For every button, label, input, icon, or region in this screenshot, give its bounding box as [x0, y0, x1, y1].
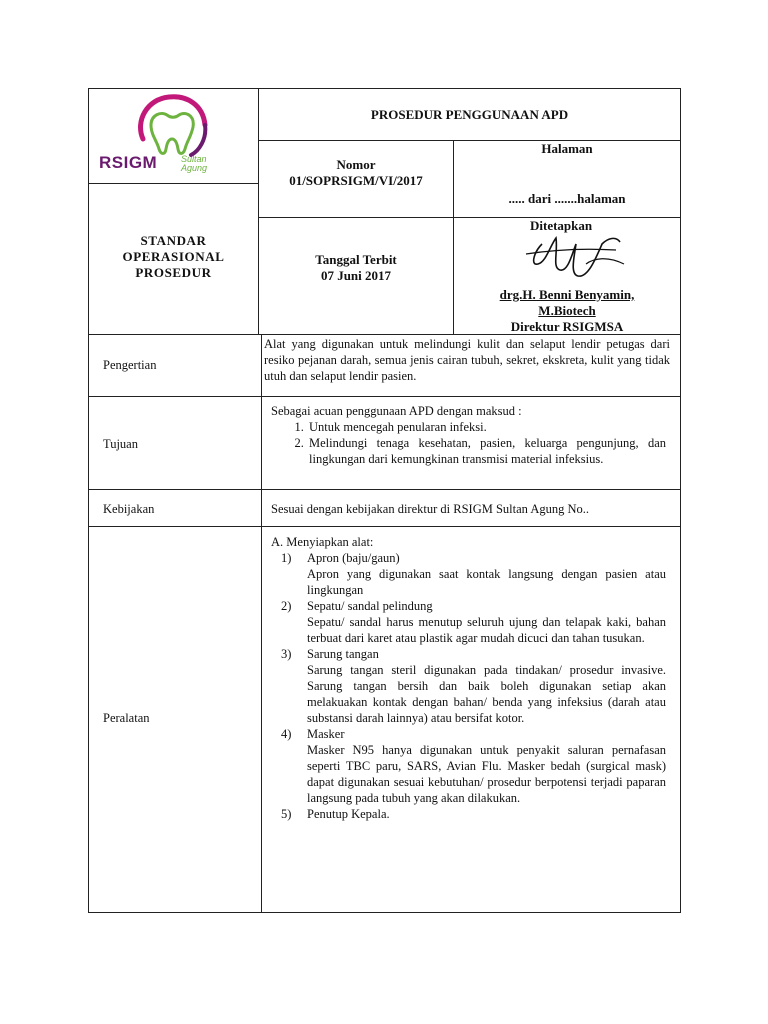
- item-desc: Masker N95 hanya digunakan untuk penyakit saluran pernafasan seperti TBC paru, SARS, Avian Flu. Masker bedah (surgical mask) dapat digunakan sesuai kebutuhan/ prosedur berpotensi terjadi paparan langsung pada tubuh yang akan dilakukan.: [307, 743, 666, 805]
- terbit-label: Tanggal Terbit: [315, 252, 397, 267]
- ditetapkan-cell: [453, 217, 681, 335]
- pengertian-text: Alat yang digunakan untuk melindungi kulit dan selaput lendir petugas dari resiko pejanan darah, semua jenis cairan tubuh, sekret, ekskreta, kulit yang tidak utuh dan selaput lendir pasien.: [264, 337, 670, 383]
- signer-name: drg.H. Benni Benyamin,: [499, 287, 635, 302]
- tujuan-item: 2. Melindungi tenaga kesehatan, pasien, keluarga pengunjung, dan lingkungan dari kemungkinan transmisi material infeksius.: [307, 435, 666, 467]
- peralatan-item: [271, 646, 666, 726]
- halaman-cell: [453, 140, 681, 218]
- sop-cell: [88, 183, 259, 335]
- halaman-value: ..... dari .......halaman: [508, 191, 626, 206]
- document-title: PROSEDUR PENGGUNAAN APD: [370, 107, 569, 122]
- item-title: Apron (baju/gaun): [307, 551, 400, 565]
- terbit-value: 07 Juni 2017: [320, 268, 392, 283]
- item-title: Sepatu/ sandal pelindung: [307, 599, 433, 613]
- logo-cell: [88, 88, 259, 184]
- item-title: Masker: [307, 727, 345, 741]
- nomor-cell: [258, 140, 454, 218]
- tujuan-text-cell: [261, 396, 681, 490]
- item-desc: Sarung tangan steril digunakan pada tindakan/ prosedur invasive. Sarung tangan bersih dan baik boleh digunakan setiap akan melakuakan kontak dengan bahan/ benda yang infeksius (darah atau substansi darah lainnya) atau bersifat kotor.: [307, 663, 666, 725]
- peralatan-item: [271, 550, 666, 598]
- pengertian-label: Pengertian: [103, 358, 157, 372]
- kebijakan-label: Kebijakan: [103, 502, 155, 516]
- item-desc: Apron yang digunakan saat kontak langsung dengan pasien atau lingkungan: [307, 567, 666, 597]
- item-desc: Sepatu/ sandal harus menutup seluruh ujung dan telapak kaki, bahan terbuat dari karet atau plastik agar mudah dicuci dan tahan tusukan.: [307, 615, 666, 645]
- logo-sub-agung: Agung: [181, 163, 208, 173]
- signer-title: M.Biotech: [538, 303, 596, 318]
- item-number: 3): [281, 647, 292, 661]
- tujuan-label: Tujuan: [103, 437, 138, 451]
- terbit-cell: [258, 217, 454, 335]
- item-number: 4): [281, 727, 292, 741]
- sop-line-1: STANDAR: [140, 233, 207, 248]
- peralatan-item: [271, 598, 666, 646]
- item-number: 1): [281, 551, 292, 565]
- item-number: 5): [281, 807, 292, 821]
- peralatan-item: [271, 806, 666, 822]
- ditetapkan-label: Ditetapkan: [530, 218, 593, 233]
- kebijakan-text-cell: [261, 489, 681, 527]
- logo-sub-sultan: Sultan: [181, 154, 207, 164]
- peralatan-label: Peralatan: [103, 711, 150, 725]
- signer-role: Direktur RSIGMSA: [510, 319, 624, 334]
- signature-icon: [512, 224, 632, 286]
- title-cell: [258, 88, 681, 141]
- item-title: Penutup Kepala.: [307, 807, 390, 821]
- sop-document: [88, 88, 681, 913]
- nomor-label: Nomor: [336, 157, 376, 172]
- item-title: Sarung tangan: [307, 647, 379, 661]
- tujuan-intro: Sebagai acuan penggunaan APD dengan maksud :: [271, 404, 522, 418]
- pengertian-text-cell: [261, 334, 681, 397]
- kebijakan-label-cell: [88, 489, 262, 527]
- tujuan-label-cell: [88, 396, 262, 490]
- item-number: 2): [281, 599, 292, 613]
- kebijakan-text: Sesuai dengan kebijakan direktur di RSIGM Sultan Agung No..: [271, 502, 590, 516]
- halaman-label: Halaman: [541, 141, 593, 156]
- tujuan-item: 1. Untuk mencegah penularan infeksi.: [307, 419, 666, 435]
- peralatan-item: [271, 726, 666, 806]
- pengertian-label-cell: [88, 334, 262, 397]
- peralatan-intro: A. Menyiapkan alat:: [271, 535, 374, 549]
- peralatan-label-cell: [88, 526, 262, 913]
- sop-line-2: OPERASIONAL: [122, 249, 225, 264]
- logo-text: RSIGM: [99, 153, 158, 172]
- peralatan-text-cell: [261, 526, 681, 913]
- sop-line-3: PROSEDUR: [135, 265, 212, 280]
- nomor-value: 01/SOPRSIGM/VI/2017: [289, 173, 423, 188]
